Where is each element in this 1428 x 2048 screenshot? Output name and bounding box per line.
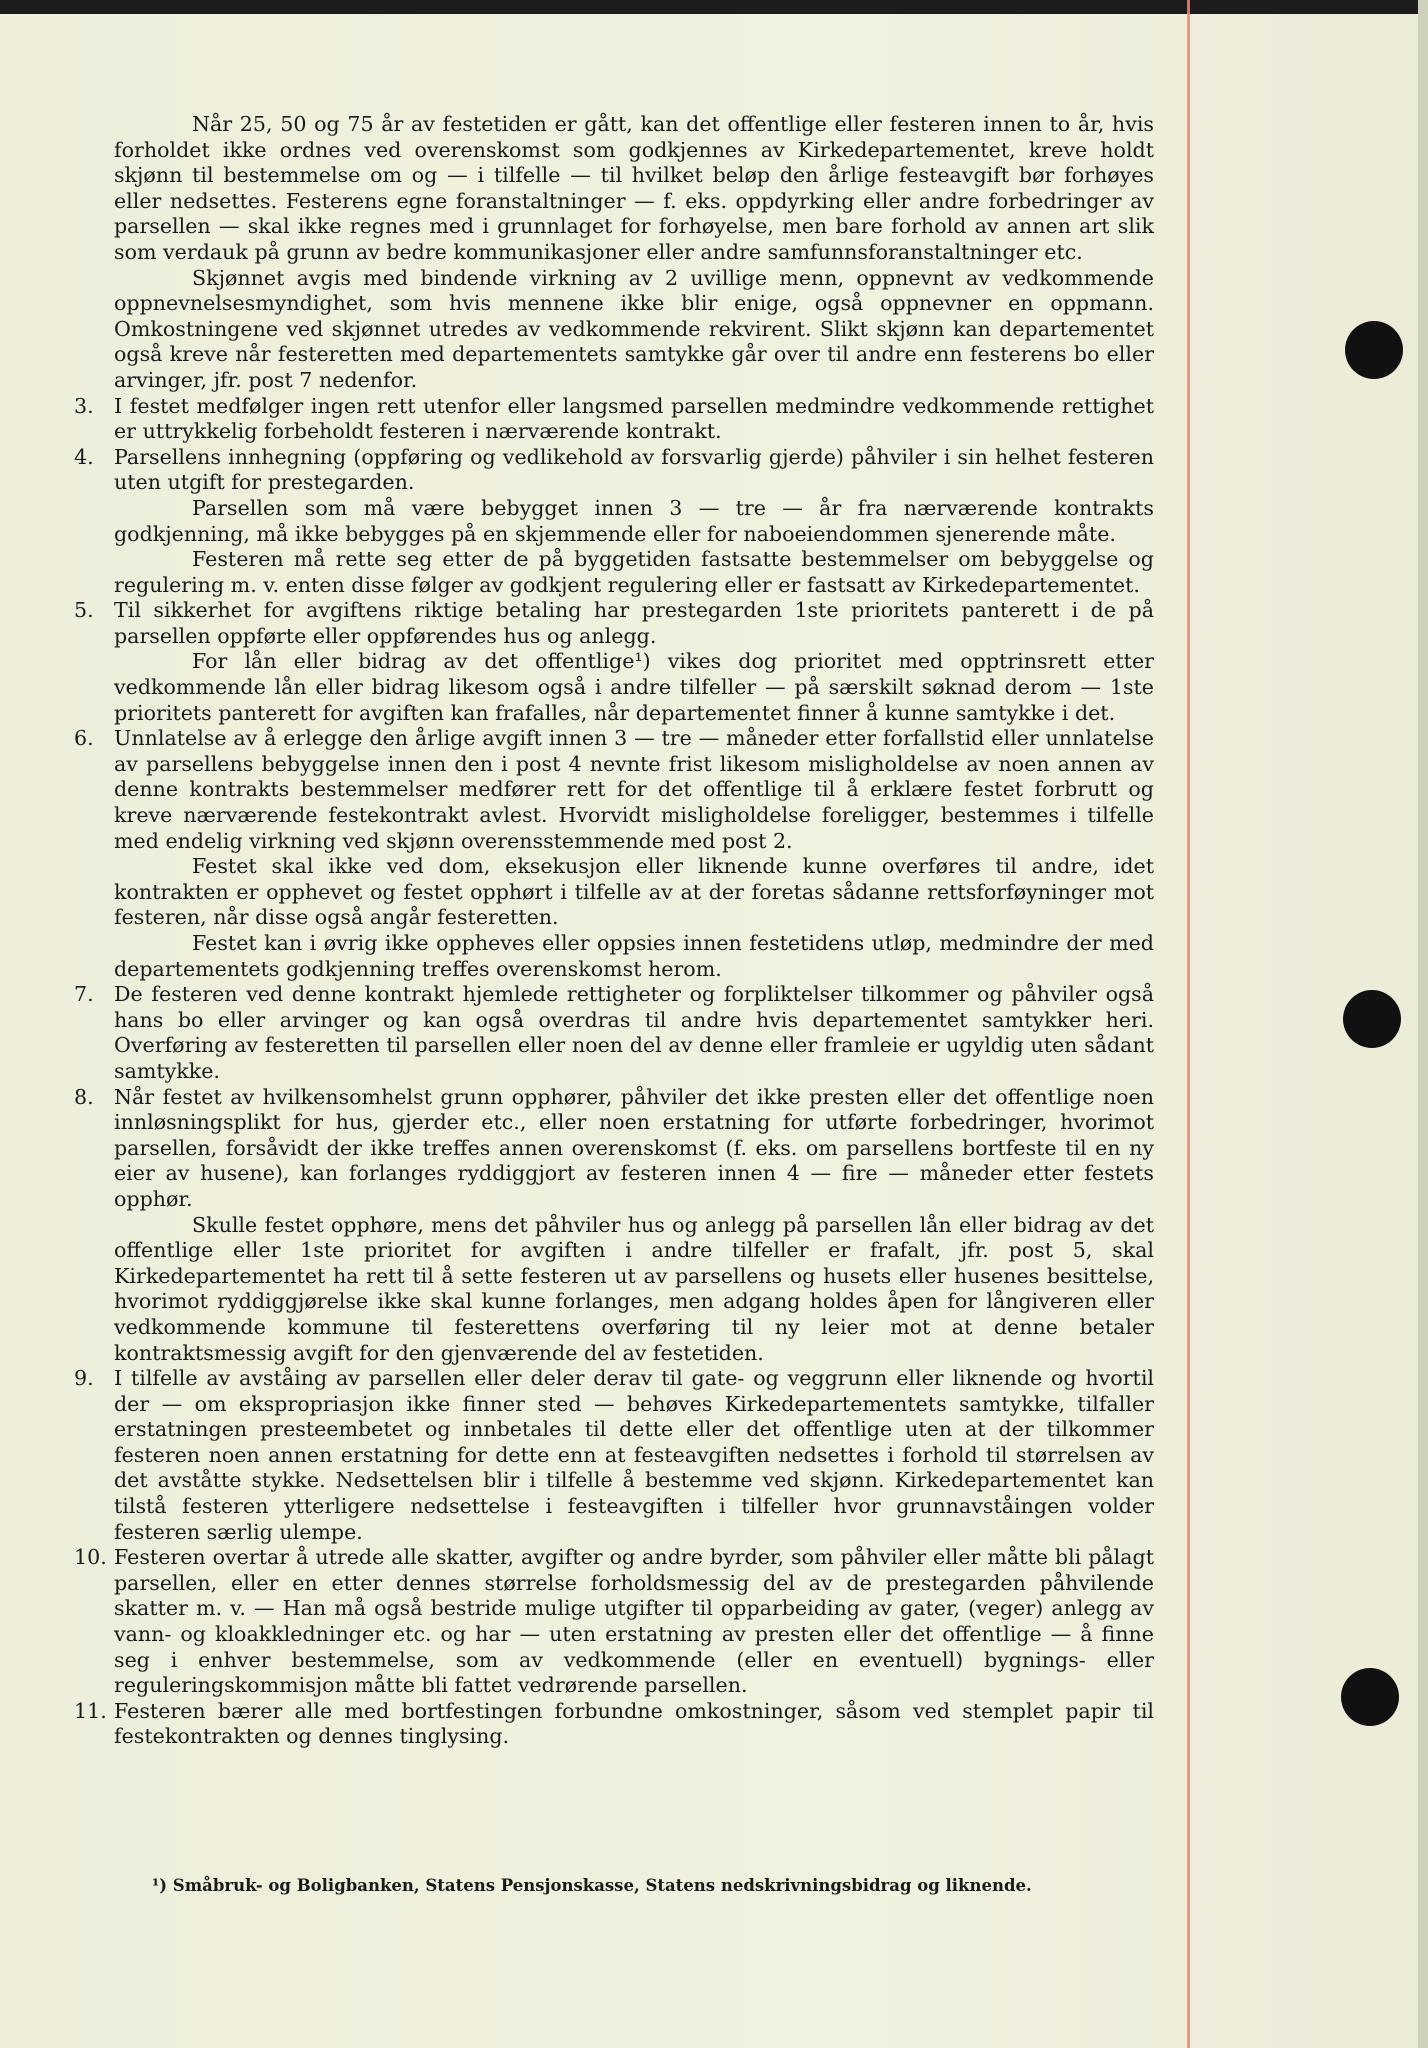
numbered-clause bbox=[74, 1699, 1154, 1750]
punch-hole-top bbox=[1345, 321, 1403, 379]
punch-hole-middle bbox=[1343, 990, 1401, 1048]
clause-text: I festet medfølger ingen rett utenfor eller langsmed parsellen medmindre vedkommende rettighet er uttrykkelig forbeholdt festeren i nærværende kontrakt. bbox=[114, 393, 1154, 444]
clause-text: Når festet av hvilkensomhelst grunn opphører, påhviler det ikke presten eller det offentlige noen innløsningsplikt for hus, gjerder etc., eller noen erstatning for utførte forbedringer, hvorimot parsellen, forsåvidt der ikke treffes annen overenskomst (f. eks. om parsellens bortfeste til en ny eier av husene), kan forlanges ryddiggjort av festeren innen 4 — fire — måneder etter festets opphør. bbox=[114, 1084, 1154, 1211]
clause-number: 7. bbox=[74, 982, 94, 1007]
numbered-clause bbox=[74, 1085, 1154, 1213]
clause-text: Parsellens innhegning (oppføring og vedlikehold av forsvarlig gjerde) påhviler i sin helhet festeren uten utgift for prestegarden. bbox=[114, 444, 1154, 495]
clause-number: 8. bbox=[74, 1084, 94, 1109]
numbered-clause bbox=[74, 726, 1154, 854]
numbered-clause bbox=[74, 982, 1154, 1084]
clause-text: Skulle festet opphøre, mens det påhviler hus og anlegg på parsellen lån eller bidrag av det offentlige eller 1ste prioritet for avgiften i andre tilfeller er frafalt, jfr. post 5, skal Kirkedepartementet ha rett til å sette festeren ut av parsellens og husets eller husenes besittelse, hvorimot ryddiggjørelse ikke skal kunne forlanges, men adgang holdes åpen for långiveren eller vedkommende kommune til festerettens overføring til ny leier mot at denne betaler kontraktsmessig avgift for den gjenværende del av festetiden. bbox=[114, 1212, 1154, 1365]
numbered-clause bbox=[74, 1366, 1154, 1545]
numbered-clause bbox=[74, 394, 1154, 445]
clause-number: 5. bbox=[74, 598, 94, 623]
clause-text: Unnlatelse av å erlegge den årlige avgift innen 3 — tre — måneder etter forfallstid eller unnlatelse av parsellens bebyggelse innen den i post 4 nevnte frist likesom misligholdelse av noen annen av denne kontrakts bestemmelser medfører rett for det offentlige til å erklære festet forbrutt og kreve nærværende festekontrakt avlest. Hvorvidt misligholdelse foreligger, bestemmes i tilfelle med endelig virkning ved skjønn overensstemmende med post 2. bbox=[114, 726, 1154, 853]
clause-paragraph bbox=[74, 496, 1154, 547]
clause-number: 9. bbox=[74, 1366, 94, 1391]
punch-hole-bottom bbox=[1341, 1668, 1399, 1726]
clause-text: Festet skal ikke ved dom, eksekusjon eller liknende kunne overføres til andre, idet kontrakten er opphevet og festet opphørt i tilfelle av at der foretas sådanne rettsforføyninger mot festeren, når disse også angår festeretten. bbox=[114, 854, 1154, 930]
clause-text: Skjønnet avgis med bindende virkning av 2 uvillige menn, oppnevnt av vedkommende oppnevnelsesmyndighet, som hvis mennene ikke blir enige, også oppnevner en oppmann. Omkostningene ved skjønnet utredes av vedkommende rekvirent. Slikt skjønn kan departementet også kreve når festeretten med departementets samtykke går over til andre enn festerens bo eller arvinger, jfr. post 7 nedenfor. bbox=[114, 265, 1154, 392]
clause-text: Når 25, 50 og 75 år av festetiden er gått, kan det offentlige eller festeren innen to år, hvis forholdet ikke ordnes ved overenskomst som godkjennes av Kirkedepartementet, kreve holdt skjønn til bestemmelse om og — i tilfelle — til hvilket beløp den årlige festeavgift bør forhøyes eller nedsettes. Festerens egne foranstaltninger — f. eks. oppdyrking eller andre forbedringer av parsellen — skal ikke regnes med i grunnlaget for forhøyelse, men bare forhold av annen art slik som verdauk på grunn av bedre kommunikasjoner eller andre samfunnsforanstaltninger etc. bbox=[114, 112, 1154, 264]
clause-text: Festet kan i øvrig ikke oppheves eller oppsies innen festetidens utløp, medmindre der med departementets godkjenning treffes overenskomst herom. bbox=[114, 931, 1154, 981]
clause-paragraph bbox=[74, 931, 1154, 982]
clause-paragraph bbox=[74, 1213, 1154, 1367]
clause-text: Festeren overtar å utrede alle skatter, avgifter og andre byrder, som påhviler eller måtte bli pålagt parsellen, eller en etter dennes størrelse forholdsmessig del av de prestegarden påhvilende skatter m. v. — Han må også bestride mulige utgifter til opparbeiding av gater, (veger) anlegg av vann- og kloakkledninger etc. og har — uten erstatning av presten eller det offentlige — å finne seg i enhver bestemmelse, som av vedkommende (eller en eventuell) bygnings- eller reguleringskommisjon måtte bli fattet vedrørende parsellen. bbox=[114, 1545, 1154, 1698]
scan-right-edge bbox=[1418, 0, 1428, 2048]
scan-top-edge bbox=[0, 0, 1428, 14]
clause-number: 4. bbox=[74, 444, 94, 469]
clause-text: I tilfelle av avståing av parsellen eller deler derav til gate- og veggrunn eller liknende og hvortil der — om ekspropriasjon ikke finner sted — behøves Kirkedepartementets samtykke, tilfaller erstatningen presteembetet og innbetales til dette eller det offentlige uten at der tilkommer festeren noen annen erstatning for dette enn at festeavgiften nedsettes i forhold til størrelsen av det avståtte stykke. Nedsettelsen blir i tilfelle å bestemme ved skjønn. Kirkedepartementet kan tilstå festeren ytterligere nedsettelse i festeavgiften i tilfeller hvor grunnavståingen volder festeren særlig ulempe. bbox=[114, 1366, 1154, 1544]
numbered-clause bbox=[74, 1545, 1154, 1699]
margin-rule bbox=[1187, 0, 1190, 2048]
numbered-clause bbox=[74, 598, 1154, 649]
clause-text: De festeren ved denne kontrakt hjemlede rettigheter og forpliktelser tilkommer og påhviler også hans bo eller arvinger og kan også overdras til andre hvis departementet samtykker heri. Overføring av festeretten til parsellen eller noen del av denne eller framleie er ugyldig uten sådant samtykke. bbox=[114, 982, 1154, 1083]
clause-paragraph bbox=[74, 547, 1154, 598]
clause-paragraph bbox=[74, 266, 1154, 394]
clause-number: 6. bbox=[74, 726, 94, 751]
clause-number: 11. bbox=[74, 1698, 107, 1723]
clause-text: Festeren må rette seg etter de på byggetiden fastsatte bestemmelser om bebyggelse og regulering m. v. enten disse følger av godkjent regulering eller er fastsatt av Kirkedepartementet. bbox=[114, 547, 1154, 597]
footnote: ¹) Småbruk- og Boligbanken, Statens Pensjonskasse, Statens nedskrivningsbidrag og liknende. bbox=[152, 1876, 1032, 1895]
clause-paragraph bbox=[74, 854, 1154, 931]
clause-text: Festeren bærer alle med bortfestingen forbundne omkostninger, såsom ved stemplet papir til festekontrakten og dennes tinglysing. bbox=[114, 1698, 1154, 1749]
clause-text: Til sikkerhet for avgiftens riktige betaling har prestegarden 1ste prioritets panterett i de på parsellen oppførte eller oppførendes hus og anlegg. bbox=[114, 598, 1154, 648]
clause-paragraph bbox=[74, 649, 1154, 726]
clause-number: 3. bbox=[74, 393, 94, 418]
clause-paragraph bbox=[74, 112, 1154, 266]
clause-text: For lån eller bidrag av det offentlige¹) vikes dog prioritet med opptrinsrett etter vedkommende lån eller bidrag likesom også i andre tilfeller — på særskilt søknad derom — 1ste prioritets panterett for avgiften kan frafalles, når departementet finner å kunne samtykke i det. bbox=[114, 649, 1154, 725]
numbered-clause bbox=[74, 445, 1154, 496]
contract-body bbox=[74, 112, 1154, 1750]
clause-number: 10. bbox=[74, 1545, 107, 1570]
clause-text: Parsellen som må være bebygget innen 3 — tre — år fra nærværende kontrakts godkjenning, må ikke bebygges på en skjemmende eller for naboeiendommen sjenerende måte. bbox=[114, 495, 1154, 546]
